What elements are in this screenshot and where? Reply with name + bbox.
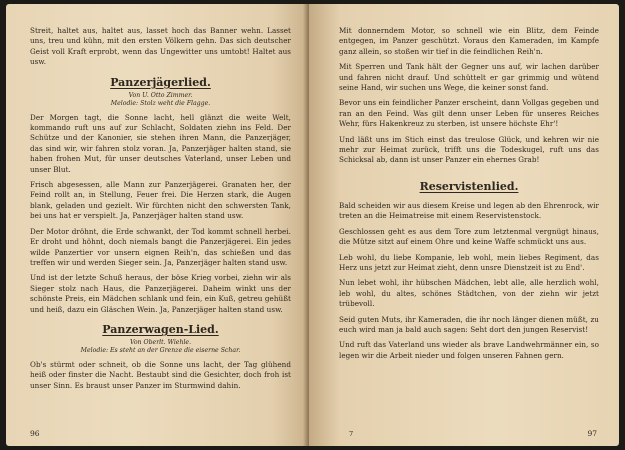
open-book	[6, 4, 619, 446]
song-stanza: Seid guten Muts, ihr Kameraden, die ihr noch länger dienen müßt, zu euch wird man ja bald auch sagen: Seht dort den jungen Reservist!	[339, 314, 599, 334]
song-stanza: Der Motor dröhnt, die Erde schwankt, der Tod kommt schnell herbei. Er droht und höhnt, doch niemals bangt die Panzerjägerei. Ein jedes wilde Panzertier vor unsern eignen Reih'n, das schießen und das treffen wir und werden Sieger sein. Ja, Panzerjäger halten stand usw.	[30, 226, 291, 267]
song-author: Von U. Otto Zimmer.	[128, 91, 193, 99]
song-stanza: Streit, haltet aus, haltet aus, lasset hoch das Banner wehn. Lasset uns, treu und kühn, mit den ersten Völkern gehn. Das sich deutscher Geist voll Kraft erprobt, wenn das Ungewitter uns umtobt! Haltet aus usw.	[30, 26, 291, 67]
signature-mark: 7	[349, 430, 354, 438]
song-stanza: Nun lebet wohl, ihr hübschen Mädchen, lebt alle, alle herzlich wohl, leb wohl, du altes, schönes Städtchen, von der ziehn wir jetzt trübevoll.	[339, 278, 599, 309]
song-title: Panzerwagen-Lied.	[102, 322, 219, 336]
song-melody: Melodie: Stolz weht die Flagge.	[110, 99, 211, 107]
song-stanza: Und ist der letzte Schuß heraus, der böse Krieg vorbei, ziehn wir als Sieger stolz nach Haus, die Panzerjägerei. Daheim winkt uns der schönste Preis, ein Mädchen schlank und fein, ein Kuß, getreu gehüßt und heiß, dazu ein Gläschen Wein. Ja, Panzerjäger halten stand usw.	[30, 273, 291, 314]
song-stanza: Ob's stürmt oder schneit, ob die Sonne uns lacht, der Tag glühend heiß oder finster die Nacht. Bestaubt sind die Gesichter, doch froh ist unser Sinn. Es braust unser Panzer im Sturmwind dahin.	[30, 359, 291, 390]
song-stanza: Bevor uns ein feindlicher Panzer erscheint, dann Vollgas gegeben und ran an den Feind. Was gilt denn unser Leben für unseres Reiches Wehr, fürs Hakenkreuz zu sterben, ist unsere höchste Ehr'!	[339, 98, 599, 129]
left-page	[6, 4, 309, 446]
song-stanza: Mit donnerndem Motor, so schnell wie ein Blitz, dem Feinde entgegen, im Panzer geschützt. Voraus den Kameraden, im Kampfe ganz allein, so stoßen wir tief in die feindlichen Reih'n.	[339, 26, 599, 56]
song-stanza: Der Morgen tagt, die Sonne lacht, hell glänzt die weite Welt, kommando ruft uns auf zur Schlacht, Soldaten ziehn ins Feld. Der Schütze und der Kanonier, sie stehen ihren Mann, die Panzerjäger, das sind wir, wir fahren stolz voran. Ja, Panzerjäger halten stand, sie haben frohen Mut, für unser deutsches Vaterland, unser Leben und unser Blut.	[30, 112, 291, 174]
song-stanza: Frisch abgesessen, alle Mann zur Panzerjägerei. Granaten her, der Feind rollt an, in Stellung, Feuer frei. Die Herzen stark, die Augen blank, geladen und gezielt. Wir fürchten nicht den schwersten Tank, bei uns hat er verspielt. Ja, Panzerjäger halten stand usw.	[30, 180, 291, 221]
song-stanza: Mit Sperren und Tank hält der Gegner uns auf, wir lachen darüber und fahren nicht drauf. Und schüttelt er gar grimmig und wütend seine Hand, wir suchen uns Wege, die keiner sonst fand.	[339, 62, 599, 93]
song-stanza: Geschlossen geht es aus dem Tore zum letztenmal vergnügt hinaus, die Mütze sitzt auf einem Ohre und keine Waffe schmückt uns aus.	[339, 226, 599, 247]
song-stanza: Und läßt uns im Stich einst das treulose Glück, und kehren wir nie mehr zur Heimat zurück, trifft uns die Todeskugel, ruft uns das Schicksal ab, dann ist unser Panzer ein ehernes Grab!	[339, 134, 599, 165]
song-title: Panzerjägerlied.	[110, 75, 211, 89]
page-number: 97	[587, 429, 597, 438]
song-stanza: Leb wohl, du liebe Kompanie, leb wohl, mein liebes Regiment, das Herz uns jetzt zur Heimat zieht, denn unsre Dienstzeit ist zu End'.	[339, 252, 599, 272]
song-title: Reservistenlied.	[419, 179, 519, 193]
song-stanza: Bald scheiden wir aus diesem Kreise und legen ab den Ehrenrock, wir treten an die Heimatreise mit einem Reservistenstock.	[339, 200, 599, 221]
song-author: Von Oberlt. Wiehle.	[129, 338, 192, 346]
right-page	[309, 4, 619, 446]
song-melody: Melodie: Es steht an der Grenze die eiserne Schar.	[80, 346, 241, 354]
song-stanza: Und ruft das Vaterland uns wieder als brave Landwehrmänner ein, so legen wir die Arbeit nieder und folgen unseren Fahnen gern.	[339, 340, 599, 360]
page-number: 96	[30, 429, 40, 438]
